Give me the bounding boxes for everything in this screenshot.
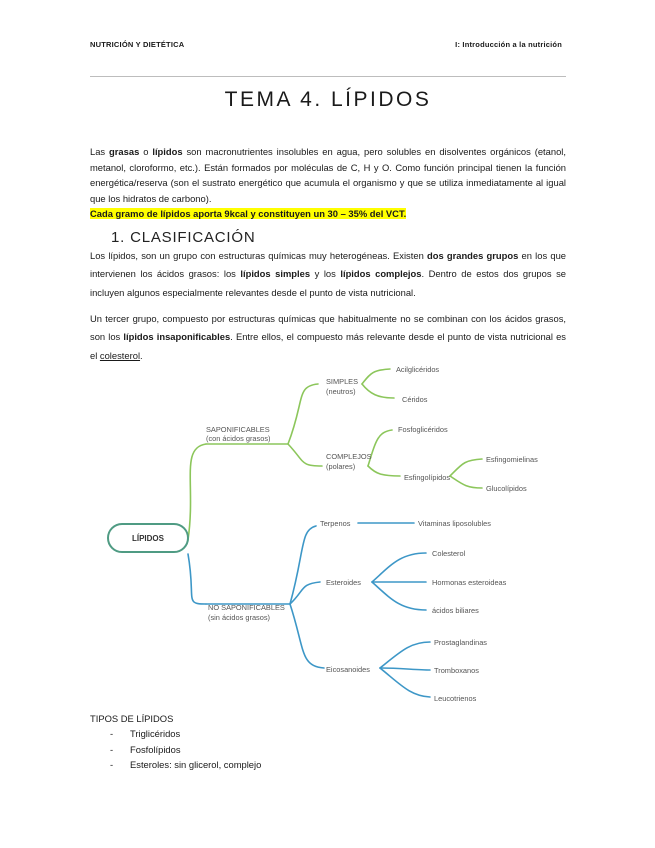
edge-simples-acil	[362, 369, 390, 384]
edge-eico-leuco	[380, 668, 430, 697]
edge-eico-prosta	[380, 642, 430, 668]
node-terpenos: Terpenos	[320, 519, 351, 528]
node-leucotrienos: Leucotrienos	[434, 694, 477, 703]
edge-root-sap	[188, 444, 206, 540]
edge-esfingo-gluco	[450, 476, 482, 488]
edge-esfingo-mielinas	[450, 459, 482, 476]
root-label: LÍPIDOS	[131, 534, 165, 543]
edge-esteroides-biliares	[372, 582, 426, 610]
edge-simples-ceridos	[362, 384, 394, 398]
edge-sap-simples	[288, 384, 318, 444]
node-glucolipidos: Glucolípidos	[486, 484, 527, 493]
node-esfingomielinas: Esfingomielinas	[486, 455, 538, 464]
node-complejos: COMPLEJOS	[326, 452, 372, 461]
header-unit: I: Introducción a la nutrición	[455, 40, 562, 49]
lipid-types-list	[90, 711, 261, 772]
node-no-saponificables: NO SAPONIFICABLES	[208, 603, 285, 612]
lipid-classification-mindmap	[100, 360, 540, 705]
page-header	[90, 40, 562, 49]
node-fosfogliceridos: Fosfoglicéridos	[398, 425, 448, 434]
edge-sap-complejos	[288, 444, 322, 466]
lipid-types-title: TIPOS DE LÍPIDOS	[90, 713, 174, 724]
node-no-saponificables-sub: (sin ácidos grasos)	[208, 613, 271, 622]
node-complejos-sub: (polares)	[326, 462, 356, 471]
clasificacion-paragraph-1: Los lípidos, son un grupo con estructuras químicas muy heterogéneas. Existen dos grandes grupos en los que intervienen los ácidos grasos: los lípidos simples y los lípidos complejos. Dentro de estos dos grupos se incluyen algunos especialmente relevantes desde el punto de vista nutricional.	[90, 250, 566, 298]
node-prostaglandinas: Prostaglandinas	[434, 638, 488, 647]
list-item: - Fosfolípidos	[110, 743, 181, 755]
list-item: - Triglicéridos	[110, 728, 181, 740]
node-vitaminas-liposolubles: Vitaminas liposolubles	[418, 519, 491, 528]
node-hormonas-esteroideas: Hormonas esteroideas	[432, 578, 507, 587]
edge-nosap-terpenos	[290, 526, 316, 604]
intro-paragraph: Las grasas o lípidos son macronutrientes insolubles en agua, pero solubles en disolventes orgánicos (etanol, metanol, cloroformo, etc.). Están formados por moléculas de C, H y O. Como función principal tienen la función energética/reserva (son el sustrato energético que acumula el organismo y que se utiliza inmediatamente al igual que los hidratos de carbono). Cada gramo de lípidos aporta 9kcal y constituyen un 30 – 35% del VCT.	[90, 146, 566, 219]
edge-eico-trombo	[380, 668, 430, 670]
node-esteroides: Esteroides	[326, 578, 361, 587]
node-ceridos: Céridos	[402, 395, 428, 404]
edge-complejos-esfingo	[368, 466, 400, 476]
node-acidos-biliares: ácidos biliares	[432, 606, 479, 615]
node-acilgliceridos: Acilglicéridos	[396, 365, 440, 374]
edge-root-nosap	[188, 554, 206, 604]
header-divider	[90, 76, 566, 77]
section-heading-clasificacion: 1. CLASIFICACIÓN	[111, 229, 256, 246]
header-course: NUTRICIÓN Y DIETÉTICA	[90, 40, 185, 49]
page-title: TEMA 4. LÍPIDOS	[224, 88, 432, 111]
node-simples-sub: (neutros)	[326, 387, 356, 396]
edge-nosap-eicosanoides	[290, 604, 324, 668]
node-eicosanoides: Eicosanoides	[326, 665, 370, 674]
node-tromboxanos: Tromboxanos	[434, 666, 479, 675]
node-saponificables-sub: (con ácidos grasos)	[206, 434, 271, 443]
clasificacion-paragraph-2: Un tercer grupo, compuesto por estructuras químicas que habitualmente no se combinan con los ácidos grasos, son los lípidos insaponificables. Entre ellos, el compuesto más relevante desde el punto de vista nutricional es el colesterol.	[90, 313, 566, 361]
node-colesterol: Colesterol	[432, 549, 466, 558]
node-saponificables: SAPONIFICABLES	[206, 425, 270, 434]
node-esfingolipidos: Esfingolípidos	[404, 473, 451, 482]
node-simples: SIMPLES	[326, 377, 359, 386]
edge-complejos-fosfo	[368, 430, 392, 466]
highlighted-fact: Cada gramo de lípidos aporta 9kcal y constituyen un 30 – 35% del VCT.	[90, 208, 407, 219]
edge-esteroides-colesterol	[372, 553, 426, 582]
list-item: - Esteroles: sin glicerol, complejo	[110, 758, 262, 770]
